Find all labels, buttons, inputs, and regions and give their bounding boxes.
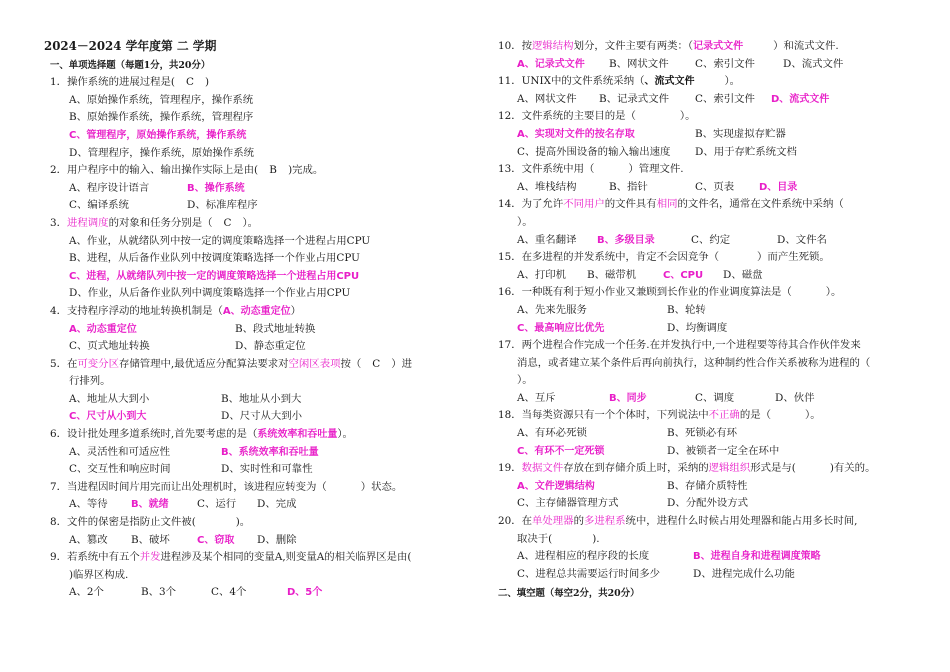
- option-row: A、程序设计语言 B、操作系统: [69, 181, 245, 194]
- answer-10: 记录式文件: [693, 41, 744, 52]
- option-row: A、进程相应的程序段的长度 B、进程自身和进程调度策略: [517, 550, 821, 563]
- option-row: C、编译系统 D、标准库程序: [69, 199, 258, 212]
- option-row: C、页式地址转换 D、静态重定位: [69, 340, 306, 353]
- right-column: 10．按逻辑结构划分，文件主要有两类：（记录式文件 ）和流式文件. A、记录式文件 B、网状文件 C、索引文件 D、流式文件 11．UNIX中的文件系统采纳（、流式文件 ）。 A、网状文件 B、记录式文件 C、索引文件 D、流式文件 12．文件系统的主要目的是（ ）。 A、实现对文件的按名存取 B、实现虚拟存贮器 C、提高外围设备的输入输出速度 D、用于存贮系统文档 13．文件系统中用（ ）管理文件. A、堆栈结构 B、指针 C、页表 D、目录 14．为了允许不同用户的文件具有相同的文件名，通常在文件系统中采纳（ ）。 A、重名翻译 B、多级目录 C、约定 D、文件名 15．在多进程的并发系统中，肯定不会因竞争（ ）而产生死锁。 A、打印机 B、磁带机 C、CPU D、磁盘 16．一种既有利于短小作业又兼顾到长作业的作业调度算法是（ ）。 A、先来先服务 B、轮转 C、最高响应比优先 D、均衡调度 17．两个进程合作完成一个任务.在并发执行中,一个进程要等待其合作伙伴发来 消息，或者建立某个条件后再向前执行，这种制约性合作关系被称为进程的（ ）。 A、互斥 B、同步 C、调度 D、伙伴 18．当每类资源只有一个个体时，下列说法中不正确的是（ ）。 A、有环必死锁 B、死锁必有环 C、有环不一定死锁 D、被锁者一定全在环中 19．数据文件存放在到存储介质上时，采纳的逻辑组织形式是与( )有关的。 A、文件逻辑结构 B、存储介质特性 C、主存储器管理方式 D、分配外设方式 20．在单处理器的多进程系统中，进程什么时候占用处理器和能占用多长时间, 取决于( ). A、进程相应的程序段的长度 B、进程自身和进程调度策略 C、进程总共需要运行时间多少 D、进程完成什么功能 二、填空题（每空2分，共20分）: [498, 38, 914, 603]
- question-1: 1．操作系统的进展过程是( C ): [50, 74, 455, 92]
- page-title: 2024－2024 学年度第 二 学期: [44, 39, 217, 53]
- question-20: 20．在单处理器的多进程系统中，进程什么时候占用处理器和能占用多长时间,: [498, 515, 858, 528]
- answer-2: B: [269, 164, 277, 177]
- option-row: A、实现对文件的按名存取 B、实现虚拟存贮器: [517, 127, 786, 140]
- option-row: A、篡改 B、破坏 C、窃取 D、删除: [69, 533, 297, 546]
- option-row: C、最高响应比优先 D、均衡调度: [517, 321, 728, 334]
- question-14: 14．为了允许不同用户的文件具有相同的文件名，通常在文件系统中采纳（: [498, 198, 844, 211]
- option: B、原始操作系统，操作系统，管理程序: [69, 111, 254, 124]
- option-row: C、交互性和响应时间 D、实时性和可靠性: [69, 463, 313, 476]
- option-row: A、动态重定位 B、段式地址转换: [69, 322, 316, 335]
- option-row: A、记录式文件 B、网状文件 C、索引文件 D、流式文件: [517, 57, 844, 70]
- question-2: 2．用户程序中的输入、输出操作实际上是由( B )完成。: [50, 162, 455, 180]
- question-7: 7．当进程因时间片用完而让出处理机时，该进程应转变为（ ）状态。: [50, 480, 403, 493]
- question-8: 8．文件的保密是指防止文件被( )。: [50, 516, 251, 529]
- question-18: 18．当每类资源只有一个个体时，下列说法中不正确的是（ ）。: [498, 409, 821, 422]
- question-5: 5．在可变分区存储管理中,最优适应分配算法要求对空闲区表项按（ C ）进: [50, 356, 455, 374]
- option-row: A、地址从大到小 B、地址从小到大: [69, 392, 302, 405]
- option-correct: C、进程，从就绪队列中按一定的调度策略选择一个进程占用CPU: [69, 270, 360, 282]
- option-row: C、尺寸从小到大 D、尺寸从大到小: [69, 410, 303, 423]
- option-row: A、2个 B、3个 C、4个 D、5个: [69, 586, 323, 599]
- option-row: A、互斥 B、同步 C、调度 D、伙伴: [517, 391, 815, 404]
- question-11: 11．UNIX中的文件系统采纳（、流式文件 ）。: [498, 75, 741, 88]
- question-12: 12．文件系统的主要目的是（ ）。: [498, 110, 696, 123]
- question-6: 6．设计批处理多道系统时,首先要考虑的是（系统效率和吞吐量）。: [50, 428, 353, 441]
- option-row: C、有环不一定死锁 D、被锁者一定全在环中: [517, 444, 780, 457]
- option-row: A、网状文件 B、记录式文件 C、索引文件 D、流式文件: [517, 92, 830, 105]
- option-row: C、主存储器管理方式 D、分配外设方式: [517, 497, 749, 510]
- option-correct: C、管理程序，原始操作系统，操作系统: [69, 129, 247, 141]
- option-row: A、等待 B、就绪 C、运行 D、完成: [69, 498, 297, 511]
- option-row: A、先来先服务 B、轮转: [517, 303, 706, 316]
- option-row: A、文件逻辑结构 B、存储介质特性: [517, 479, 748, 492]
- answer-6: 系统效率和吞吐量: [257, 429, 338, 441]
- section-heading-fill: 二、填空题（每空2分，共20分）: [498, 588, 640, 600]
- option-row: A、重名翻译 B、多级目录 C、约定 D、文件名: [517, 233, 827, 246]
- option: A、作业，从就绪队列中按一定的调度策略选择一个进程占用CPU: [69, 234, 371, 247]
- option-row: A、堆栈结构 B、指针 C、页表 D、目录: [517, 180, 798, 193]
- question-4: 4．支持程序浮动的地址转换机制是（A、动态重定位）: [50, 304, 301, 317]
- left-column: 2024－2024 学年度第 二 学期 一、单项选择题（每题1分，共20分） 1．操作系统的进展过程是( C ) A、原始操作系统，管理程序，操作系统 B、原始操作系统，操作系统，管理程序 C、管理程序，原始操作系统，操作系统 D、管理程序，操作系统，原始操作系统 2．用户程序中的输入、输出操作实际上是由( B )完成。 A、程序设计语言 B、操作系统 C、编译系统 D、标准库程序 3．进程调度的对象和任务分别是（ C ）。 A、作业，从就绪队列中按一定的调度策略选择一个进程占用CPU B、进程，从后备作业队列中按调度策略选择一个作业占用CPU C、进程，从就绪队列中按一定的调度策略选择一个进程占用CPU D、作业，从后备作业队列中调度策略选择一个作业占用CPU 4．支持程序浮动的地址转换机制是（A、动态重定位） A、动态重定位 B、段式地址转换 C、页式地址转换 D、静态重定位 5．在可变分区存储管理中,最优适应分配算法要求对空闲区表项按（ C ）进 行排列。 A、地址从大到小 B、地址从小到大 C、尺寸从小到大 D、尺寸从大到小 6．设计批处理多道系统时,首先要考虑的是（系统效率和吞吐量）。 A、灵活性和可适应性 B、系统效率和吞吐量 C、交互性和响应时间 D、实时性和可靠性 7．当进程因时间片用完而让出处理机时，该进程应转变为（ ）状态。 A、等待 B、就绪 C、运行 D、完成 8．文件的保密是指防止文件被( )。 A、篡改 B、破坏 C、窃取 D、删除 9．若系统中有五个并发进程涉及某个相同的变量A,则变量A的相关临界区是由( )临界区构成. A、2个 B、3个 C、4个 D、5个: [50, 38, 455, 602]
- option-row: C、进程总共需要运行时间多少 D、进程完成什么功能: [517, 567, 795, 580]
- answer-3: C: [223, 216, 232, 229]
- question-9: 9．若系统中有五个并发进程涉及某个相同的变量A,则变量A的相关临界区是由(: [50, 551, 412, 564]
- option-row: A、有环必死锁 B、死锁必有环: [517, 427, 737, 440]
- answer-1: C: [185, 76, 194, 89]
- answer-11: 、流式文件: [644, 76, 695, 88]
- option: D、管理程序，操作系统，原始操作系统: [69, 146, 254, 159]
- question-17: 17．两个进程合作完成一个任务.在并发执行中,一个进程要等待其合作伙伴发来: [498, 339, 861, 352]
- answer-5: C: [372, 357, 381, 370]
- question-3: 3．进程调度的对象和任务分别是（ C ）。: [50, 215, 455, 233]
- question-16: 16．一种既有利于短小作业又兼顾到长作业的作业调度算法是（ ）。: [498, 286, 842, 299]
- option-row: A、灵活性和可适应性 B、系统效率和吞吐量: [69, 445, 319, 458]
- question-15: 15．在多进程的并发系统中，肯定不会因竞争（ ）而产生死锁。: [498, 251, 830, 264]
- option-row: C、提高外围设备的输入输出速度 D、用于存贮系统文档: [517, 145, 797, 158]
- option: D、作业，从后备作业队列中调度策略选择一个作业占用CPU: [69, 287, 351, 300]
- answer-4: A、动态重定位: [222, 305, 291, 317]
- section-heading-choice: 一、单项选择题（每题1分，共20分）: [50, 59, 211, 71]
- question-10: 10．按逻辑结构划分，文件主要有两类：（记录式文件 ）和流式文件.: [498, 40, 839, 52]
- question-13: 13．文件系统中用（ ）管理文件.: [498, 163, 684, 176]
- question-19: 19．数据文件存放在到存储介质上时，采纳的逻辑组织形式是与( )有关的。: [498, 462, 876, 475]
- option: B、进程，从后备作业队列中按调度策略选择一个作业占用CPU: [69, 252, 360, 265]
- option: A、原始操作系统，管理程序，操作系统: [69, 93, 254, 106]
- option-row: A、打印机 B、磁带机 C、CPU D、磁盘: [517, 268, 763, 281]
